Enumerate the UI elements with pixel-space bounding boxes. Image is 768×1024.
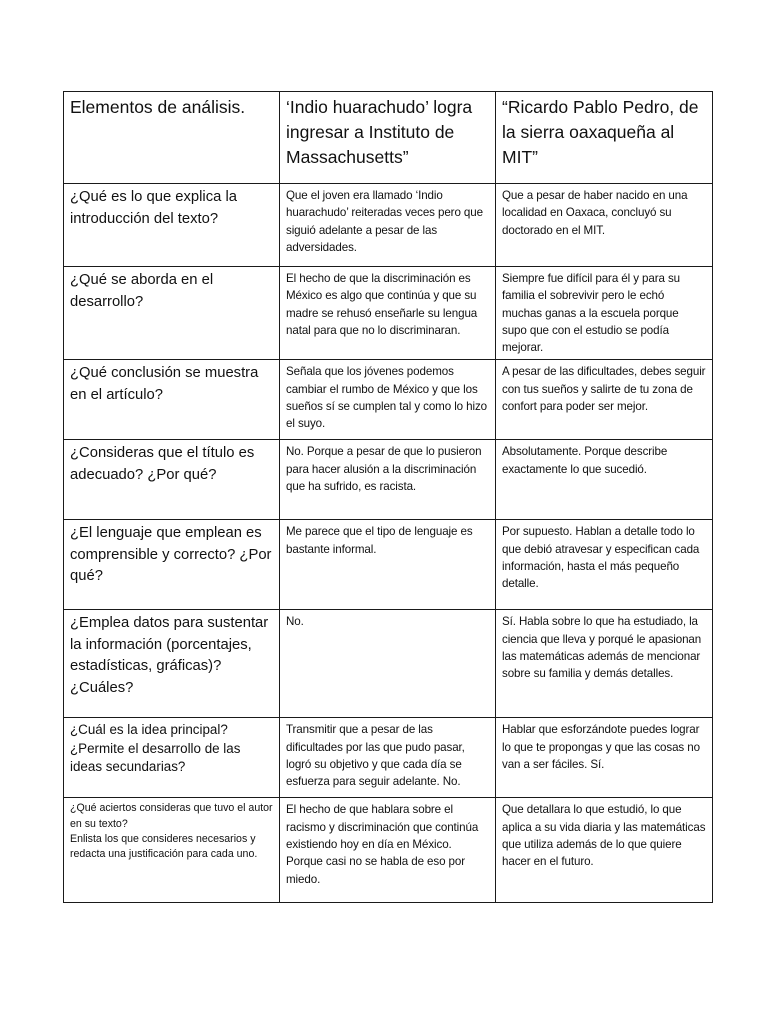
header-article2-title: “Ricardo Pablo Pedro, de la sierra oaxaqueña al MIT” — [496, 92, 713, 184]
question-cell: ¿Emplea datos para sustentar la información (porcentajes, estadísticas, gráficas)? ¿Cuáles? — [64, 610, 280, 718]
answer-cell-article1: El hecho de que hablara sobre el racismo y discriminación que continúa existiendo hoy en día en México. Porque casi no se habla de eso por miedo. — [280, 798, 496, 903]
answer-cell-article2: Por supuesto. Hablan a detalle todo lo que debió atravesar y especifican cada información, hasta el más pequeño detalle. — [496, 520, 713, 610]
table-row — [64, 267, 713, 360]
table-row — [64, 718, 713, 798]
question-cell: ¿Qué conclusión se muestra en el artículo? — [64, 360, 280, 440]
answer-cell-article2: Hablar que esforzándote puedes lograr lo que te propongas y que las cosas no van a ser fáciles. Sí. — [496, 718, 713, 798]
analysis-table — [63, 91, 713, 903]
answer-cell-article2: Sí. Habla sobre lo que ha estudiado, la ciencia que lleva y porqué le apasionan las matemáticas además de mencionar sobre su familia y demás detalles. — [496, 610, 713, 718]
answer-cell-article2: Que a pesar de haber nacido en una localidad en Oaxaca, concluyó su doctorado en el MIT. — [496, 184, 713, 267]
answer-cell-article1: El hecho de que la discriminación es México es algo que continúa y que su madre se rehusó enseñarle su lengua natal para que no lo discriminaran. — [280, 267, 496, 360]
question-cell: ¿Qué es lo que explica la introducción del texto? — [64, 184, 280, 267]
answer-cell-article1: Transmitir que a pesar de las dificultades por las que pudo pasar, logró su objetivo y que cada día se esfuerza para seguir adelante. No. — [280, 718, 496, 798]
table-header-row — [64, 92, 713, 184]
answer-cell-article1: No. — [280, 610, 496, 718]
question-cell: ¿Qué se aborda en el desarrollo? — [64, 267, 280, 360]
table-row — [64, 440, 713, 520]
question-cell: ¿Cuál es la idea principal? ¿Permite el desarrollo de las ideas secundarias? — [64, 718, 280, 798]
question-cell: ¿Consideras que el título es adecuado? ¿Por qué? — [64, 440, 280, 520]
question-cell: ¿El lenguaje que emplean es comprensible y correcto? ¿Por qué? — [64, 520, 280, 610]
answer-cell-article2: Absolutamente. Porque describe exactamente lo que sucedió. — [496, 440, 713, 520]
answer-cell-article1: Me parece que el tipo de lenguaje es bastante informal. — [280, 520, 496, 610]
answer-cell-article1: No. Porque a pesar de que lo pusieron para hacer alusión a la discriminación que ha sufrido, es racista. — [280, 440, 496, 520]
table-row — [64, 520, 713, 610]
answer-cell-article2: Que detallara lo que estudió, lo que aplica a su vida diaria y las matemáticas que utiliza además de lo que quiere hacer en el futuro. — [496, 798, 713, 903]
header-article1-title: ‘Indio huarachudo’ logra ingresar a Instituto de Massachusetts” — [280, 92, 496, 184]
table-row — [64, 360, 713, 440]
answer-cell-article1: Que el joven era llamado ‘Indio huarachudo’ reiteradas veces pero que siguió adelante a pesar de las adversidades. — [280, 184, 496, 267]
answer-cell-article1: Señala que los jóvenes podemos cambiar el rumbo de México y que los sueños sí se cumplen tal y como lo hizo el suyo. — [280, 360, 496, 440]
table-row — [64, 610, 713, 718]
table-row — [64, 184, 713, 267]
header-elements-cell: Elementos de análisis. — [64, 92, 280, 184]
question-cell: ¿Qué aciertos consideras que tuvo el autor en su texto? Enlista los que consideres necesarios y redacta una justificación para cada uno. — [64, 798, 280, 903]
answer-cell-article2: Siempre fue difícil para él y para su familia el sobrevivir pero le echó muchas ganas a la escuela porque supo que con el estudio se podía mejorar. — [496, 267, 713, 360]
table-row — [64, 798, 713, 903]
answer-cell-article2: A pesar de las dificultades, debes seguir con tus sueños y salirte de tu zona de confort para poder ser mejor. — [496, 360, 713, 440]
